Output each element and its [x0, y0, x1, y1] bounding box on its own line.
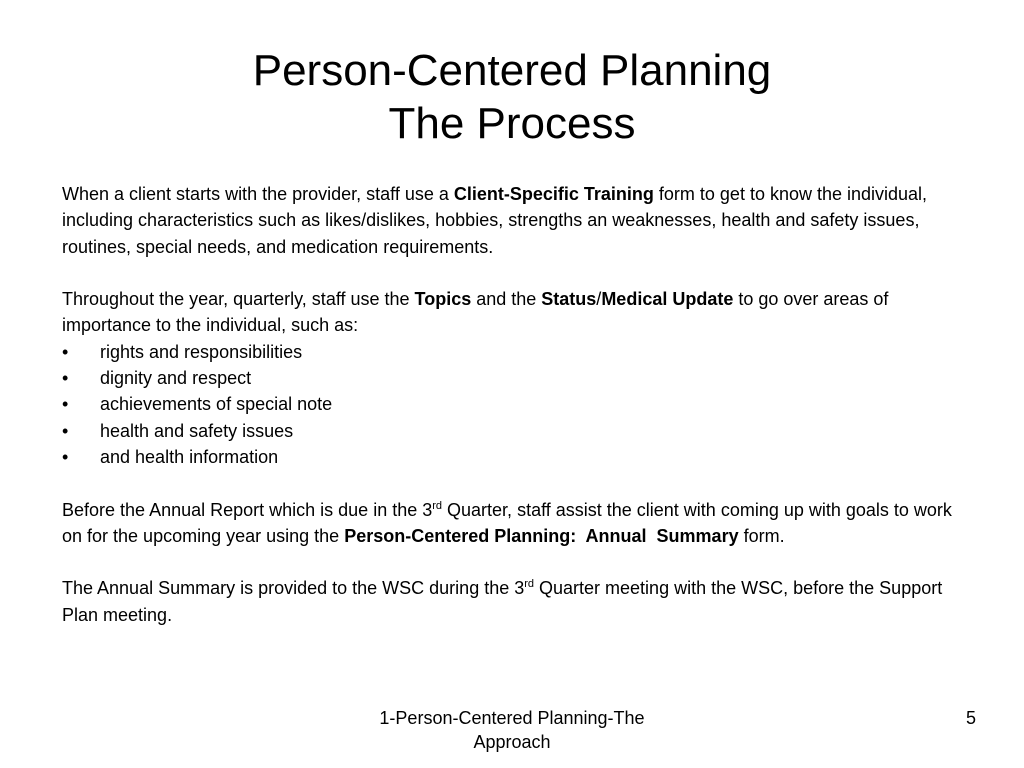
paragraph-annual-summary-text-a: The Annual Summary is provided to the WSC during the 3: [62, 578, 525, 599]
paragraph-intro-text-a: When a client starts with the provider, staff use a: [62, 184, 454, 204]
bullet-icon: •: [62, 341, 69, 362]
paragraph-quarterly-text-b: and the: [471, 289, 542, 310]
paragraph-gap: [62, 260, 972, 286]
paragraph-quarterly-text-c: to go over areas of importance to the individual, such as:: [62, 289, 889, 336]
paragraph-quarterly: [62, 286, 972, 339]
paragraph-annual-summary-text-b: Quarter meeting with the WSC, before the Support Plan meeting.: [62, 578, 943, 625]
bullet-icon: •: [62, 446, 69, 467]
paragraph-annual-report-text-a: Before the Annual Report which is due in the 3: [62, 499, 433, 520]
list-item-text: health and safety issues: [100, 420, 294, 441]
list-item: [62, 391, 972, 417]
client-specific-training-term: Client-Specific Training: [453, 184, 654, 204]
annual-summary-form-term: Person-Centered Planning: Annual Summary: [344, 525, 739, 546]
paragraph-gap: [62, 549, 972, 575]
list-item: [62, 339, 972, 365]
slide-body: [62, 181, 972, 628]
slide-title: [0, 44, 1024, 150]
list-item-text: and health information: [100, 446, 279, 467]
footer-line-1: 1-Person-Centered Planning-The: [379, 708, 645, 728]
topics-bullet-list: [62, 339, 972, 470]
page-number: 5: [965, 708, 976, 728]
list-item-text: rights and responsibilities: [100, 341, 303, 362]
title-line-1: Person-Centered Planning: [252, 46, 772, 95]
slash-separator: /: [596, 289, 602, 310]
paragraph-annual-report-text-b: Quarter, staff assist the client with coming up with goals to work on for the upcoming year using the: [62, 499, 952, 546]
paragraph-quarterly-text-a: Throughout the year, quarterly, staff use the: [62, 289, 415, 310]
paragraph-annual-summary: [62, 575, 972, 628]
title-line-2: The Process: [388, 99, 636, 148]
paragraph-intro-text-b: form to get to know the individual, including characteristics such as likes/dislikes, hobbies, strengths an weaknesses, health and safety issues, routines, special needs, and medication requirements.: [62, 184, 928, 257]
ordinal-superscript: rd: [432, 499, 443, 512]
bullet-icon: •: [62, 368, 69, 389]
status-term: Status: [541, 289, 597, 310]
paragraph-intro: [62, 181, 972, 260]
paragraph-annual-report-text-c: form.: [738, 525, 785, 546]
list-item-text: dignity and respect: [100, 368, 252, 389]
ordinal-superscript: rd: [524, 578, 535, 591]
paragraph-gap: [62, 470, 972, 496]
list-item: [62, 418, 972, 444]
bullet-icon: •: [62, 394, 69, 415]
paragraph-annual-report: [62, 497, 972, 550]
medical-update-term: Medical Update: [601, 289, 734, 310]
list-item-text: achievements of special note: [100, 394, 333, 415]
footer-line-2: Approach: [473, 732, 551, 752]
topics-term: Topics: [414, 289, 472, 310]
list-item: [62, 444, 972, 470]
list-item: [62, 365, 972, 391]
slide-footer: [340, 706, 684, 754]
bullet-icon: •: [62, 420, 69, 441]
